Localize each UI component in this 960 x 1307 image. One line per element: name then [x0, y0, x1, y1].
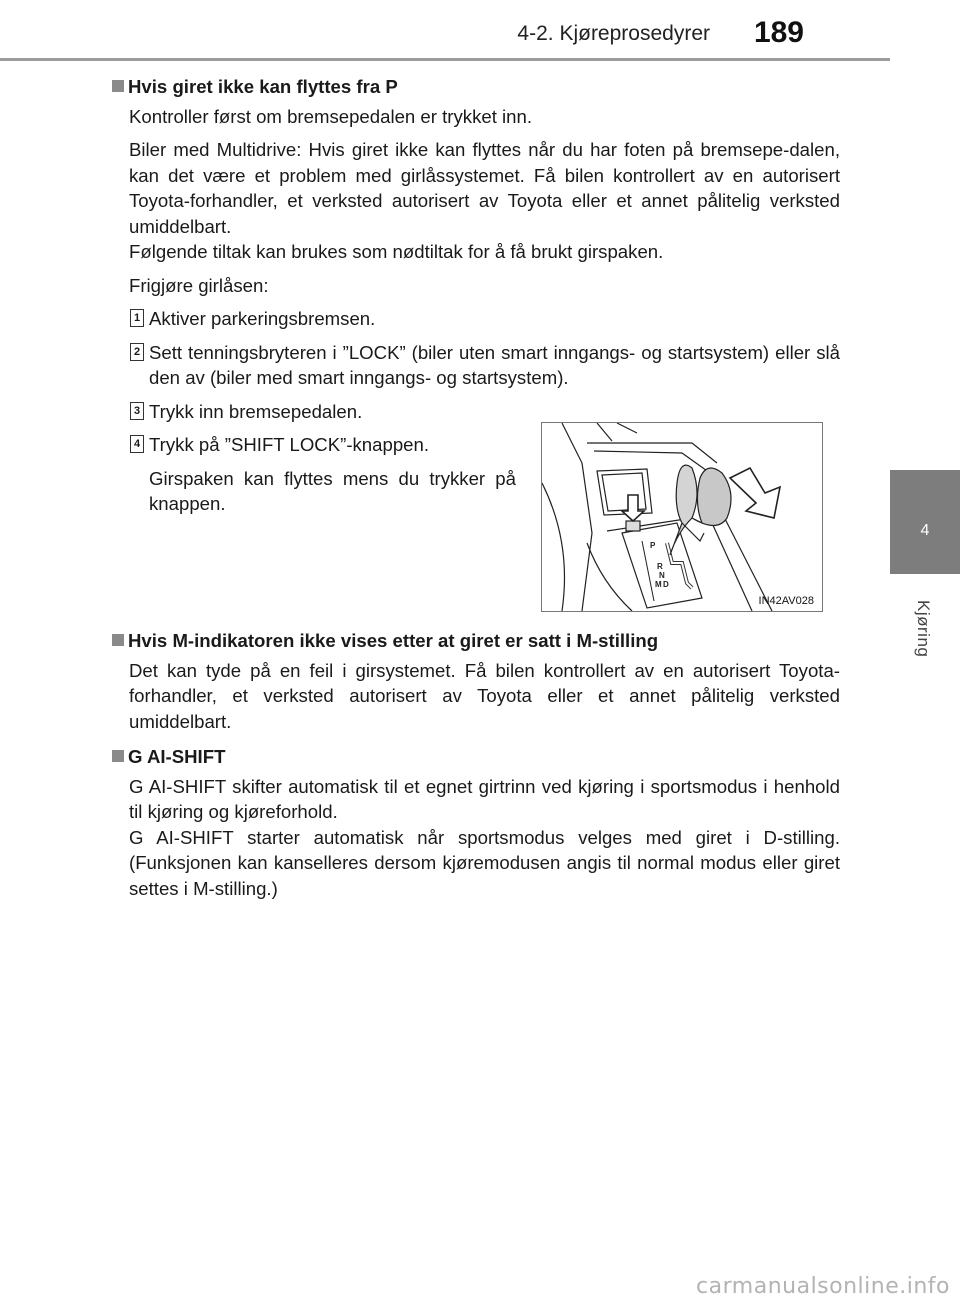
figure-code: IN42AV028	[758, 595, 814, 607]
watermark: carmanualsonline.info	[696, 1274, 950, 1299]
heading-text: Hvis M-indikatoren ikke vises etter at giret er satt i M-stilling	[128, 630, 659, 651]
step-number: 4	[130, 435, 144, 453]
section-m-indicator	[112, 628, 840, 909]
heading-bullet-icon	[112, 750, 124, 762]
step-number: 1	[130, 309, 144, 327]
shift-lever-drawing	[542, 423, 822, 611]
gate-label-d: D	[663, 580, 669, 589]
heading-bullet-icon	[112, 634, 124, 646]
heading-text: Hvis giret ikke kan flyttes fra P	[128, 76, 398, 97]
paragraph: G AI-SHIFT skifter automatisk til et egnet girtrinn ved kjøring i sportsmodus i henhold til kjøring og kjøreforhold.	[129, 775, 840, 822]
heading-text: G AI-SHIFT	[128, 746, 226, 767]
gate-label-n: N	[659, 571, 665, 580]
section-heading	[112, 744, 840, 770]
step-text: Trykk på ”SHIFT LOCK”-knappen.	[149, 434, 430, 455]
paragraph: Frigjøre girlåsen:	[129, 274, 269, 296]
section-heading	[112, 74, 840, 100]
step-note: Girspaken kan flyttes mens du trykker på knappen.	[149, 467, 516, 514]
shift-lock-illustration	[541, 422, 823, 612]
step-number: 2	[130, 343, 144, 361]
page-number: 189	[753, 16, 804, 49]
header-section-title: 4-2. Kjøreprosedyrer	[517, 22, 710, 45]
paragraph: Følgende tiltak kan brukes som nødtiltak for å få brukt girspaken.	[129, 241, 664, 262]
gate-label-r: R	[657, 562, 663, 571]
step-text: Trykk inn bremsepedalen.	[149, 400, 363, 422]
chapter-tab-label: Kjøring	[914, 600, 933, 658]
paragraph: Det kan tyde på en feil i girsystemet. Få bilen kontrollert av en autorisert Toyota-forhandler, et verksted autorisert av Toyota eller et annet pålitelig verksted umiddelbart.	[129, 659, 840, 732]
chapter-tab-number: 4	[920, 522, 930, 539]
step-text: Aktiver parkeringsbremsen.	[149, 308, 376, 329]
paragraph: Kontroller først om bremsepedalen er trykket inn.	[129, 105, 533, 127]
step-text: Sett tenningsbryteren i ”LOCK” (biler uten smart inngangs- og startsystem) eller slå den av (biler med smart inngangs- og startsystem).	[149, 341, 840, 388]
step-item	[129, 432, 516, 517]
paragraph: Biler med Multidrive: Hvis giret ikke kan flyttes når du har foten på bremsepe-dalen, kan det være et problem med girlåssystemet. Få bilen kontrollert av en autorisert Toyota-forhandler, et verksted autorisert av Toyota eller et annet pålitelig verksted umiddelbart.	[129, 139, 840, 237]
page-header	[0, 0, 890, 49]
gate-label-p: P	[650, 541, 656, 550]
step-item	[129, 306, 840, 332]
heading-bullet-icon	[112, 80, 124, 92]
step-number: 3	[130, 402, 144, 420]
chapter-tab[interactable]	[890, 470, 960, 574]
section-heading	[112, 628, 840, 654]
paragraph: G AI-SHIFT starter automatisk når sportsmodus velges med giret i D-stilling. (Funksjonen kan kanselleres dersom kjøremodusen angis til normal modus eller giret settes i M-stilling.)	[129, 826, 840, 899]
step-item	[129, 399, 840, 425]
header-rule	[0, 58, 890, 61]
gate-label-m: M	[655, 580, 662, 589]
step-item	[129, 340, 840, 391]
